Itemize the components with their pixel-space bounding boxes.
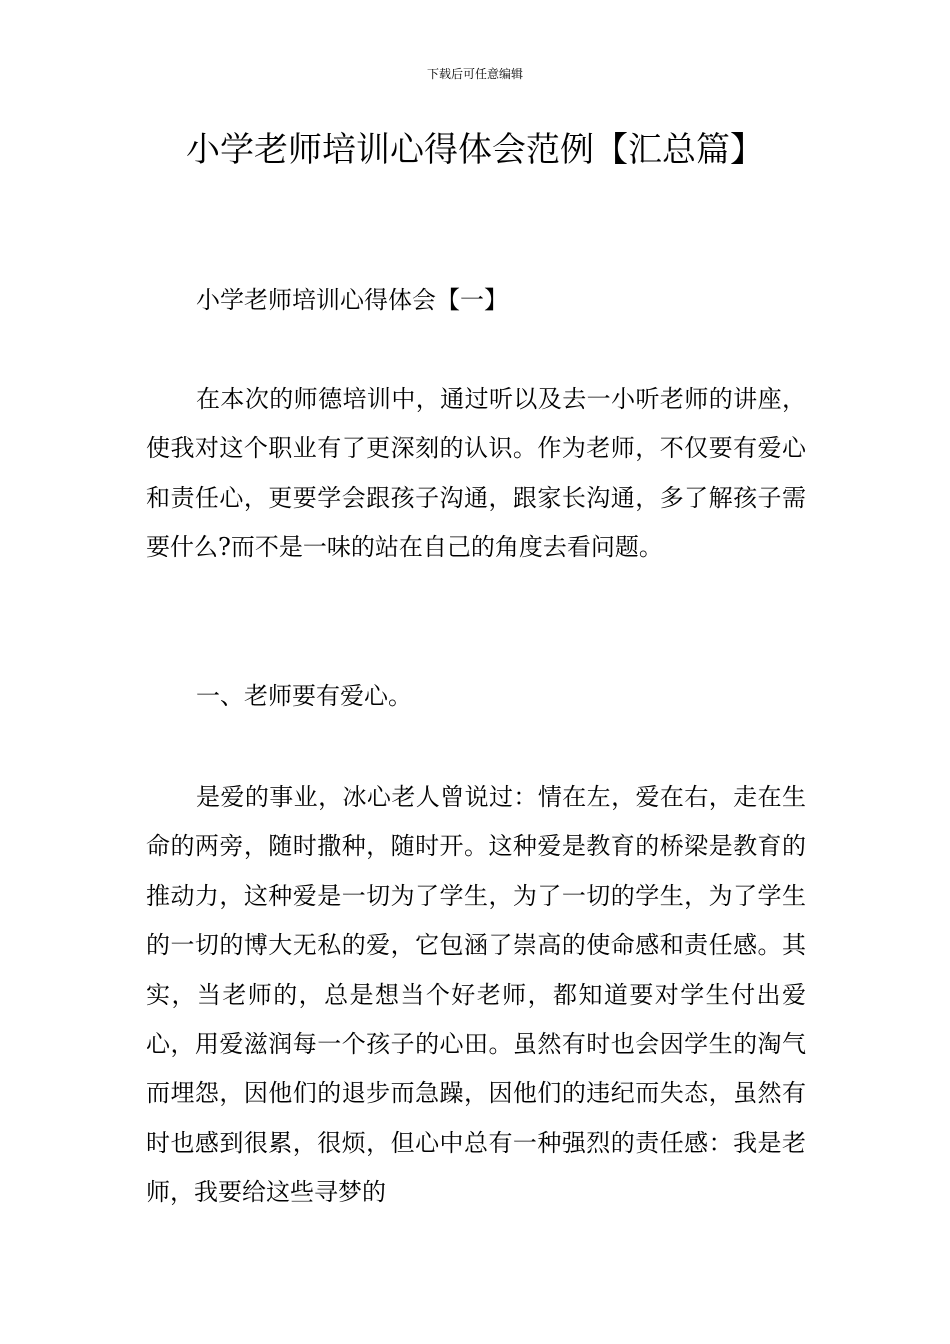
- section-heading: 小学老师培训心得体会【一】: [196, 286, 508, 314]
- header-note: 下载后可任意编辑: [426, 67, 523, 81]
- point-heading: 一、老师要有爱心。: [196, 682, 412, 710]
- page-title: 小学老师培训心得体会范例【汇总篇】: [186, 130, 764, 170]
- paragraph-intro: 在本次的师德培训中，通过听以及去一小听老师的讲座，使我对这个职业有了更深刻的认识。作为老师，不仅要有爱心和责任心，更要学会跟孩子沟通，跟家长沟通，多了解孩子需要什么?而不是一味的站在自己的角度去看问题。: [146, 385, 806, 562]
- paragraph-love: 是爱的事业，冰心老人曾说过：情在左，爱在右，走在生命的两旁，随时撒种，随时开。这种爱是教育的桥梁是教育的推动力，这种爱是一切为了学生，为了一切的学生，为了学生的一切的博大无私的爱，它包涵了崇高的使命感和责任感。其实，当老师的，总是想当个好老师，都知道要对学生付出爱心，用爱滋润每一个孩子的心田。虽然有时也会因学生的淘气而埋怨，因他们的退步而急躁，因他们的违纪而失态，虽然有时也感到很累，很烦，但心中总有一种强烈的责任感：我是老师，我要给这些寻梦的: [146, 783, 806, 1207]
